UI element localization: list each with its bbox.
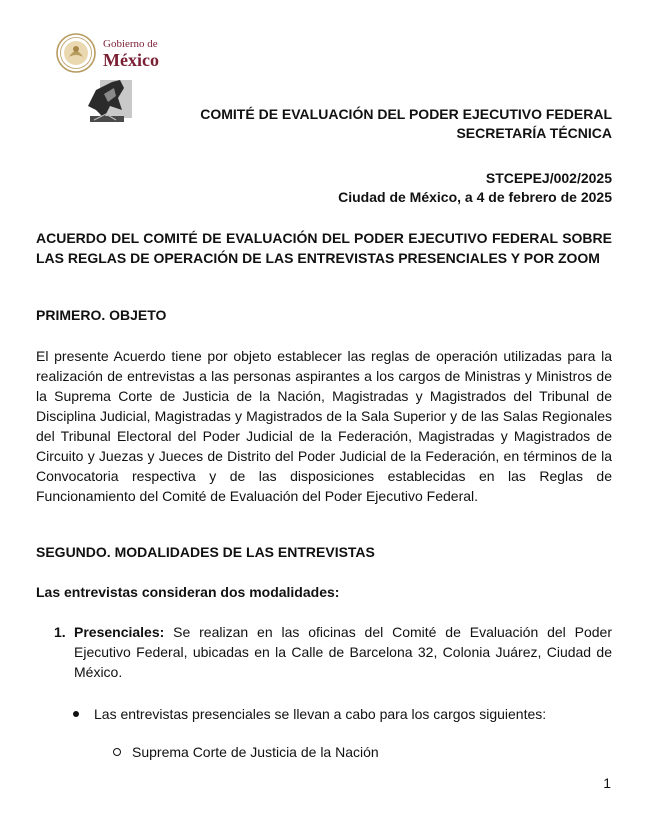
section-1-body: El presente Acuerdo tiene por objeto establecer las reglas de operación utilizadas para la realización de entrevistas a las personas aspirantes a los cargos de Ministras y Ministros de la Suprema Corte de Justicia de la Nación, Magistradas y Magistrados del Tribunal de Disciplina Judicial, Magistradas y Magistrados de la Sala Superior y de las Salas Regionales del Tribunal Electoral del Poder Judicial de la Federación, Magistradas y Magistrados de Circuito y Juezas y Jueces de Distrito del Poder Judicial de la Federación, en términos de la Convocatoria respectiva y de las disposiciones establecidas en las Reglas de Funcionamiento del Comité de Evaluación del Poder Ejecutivo Federal. [36,348,612,504]
section-2-subheading: Las entrevistas consideran dos modalidades: [36,584,340,600]
document-header [200,105,612,143]
sub-bullet-text: Suprema Corte de Justicia de la Nación [132,744,379,760]
section-2-heading: SEGUNDO. MODALIDADES DE LAS ENTREVISTAS [36,544,375,560]
page-number: 1 [603,775,611,791]
numbered-item-1 [36,622,612,682]
agreement-title: ACUERDO DEL COMITÉ DE EVALUACIÓN DEL PODER EJECUTIVO FEDERAL SOBRE LAS REGLAS DE OPERACIÓN DE LAS ENTREVISTAS PRESENCIALES Y POR ZOOM [36,230,612,266]
committee-name: COMITÉ DE EVALUACIÓN DEL PODER EJECUTIVO FEDERAL [200,106,612,122]
hollow-bullet-icon [113,748,121,756]
document-reference [338,169,612,207]
reference-number: STCEPEJ/002/2025 [485,170,612,186]
item-text: Se realizan en las oficinas del Comité de Evaluación del Poder Ejecutivo Federal, ubicadas en la Calle de Barcelona 32, Colonia Juárez, Ciudad de México. [74,624,612,680]
bullet-text: Las entrevistas presenciales se llevan a cabo para los cargos siguientes: [94,706,547,722]
logo-line-2: México [103,50,159,70]
bullet-icon [73,711,79,717]
item-number: 1. [54,624,66,640]
bullet-item [73,704,546,724]
section-1-heading: PRIMERO. OBJETO [36,307,167,323]
item-label: Presenciales: [74,624,165,640]
sub-bullet-item [113,742,379,762]
technical-secretariat: SECRETARÍA TÉCNICA [456,125,612,141]
institutional-emblem-icon [84,76,134,126]
place-and-date: Ciudad de México, a 4 de febrero de 2025 [338,189,612,205]
national-seal-icon [55,32,97,74]
logo-line-1: Gobierno de [103,38,158,50]
